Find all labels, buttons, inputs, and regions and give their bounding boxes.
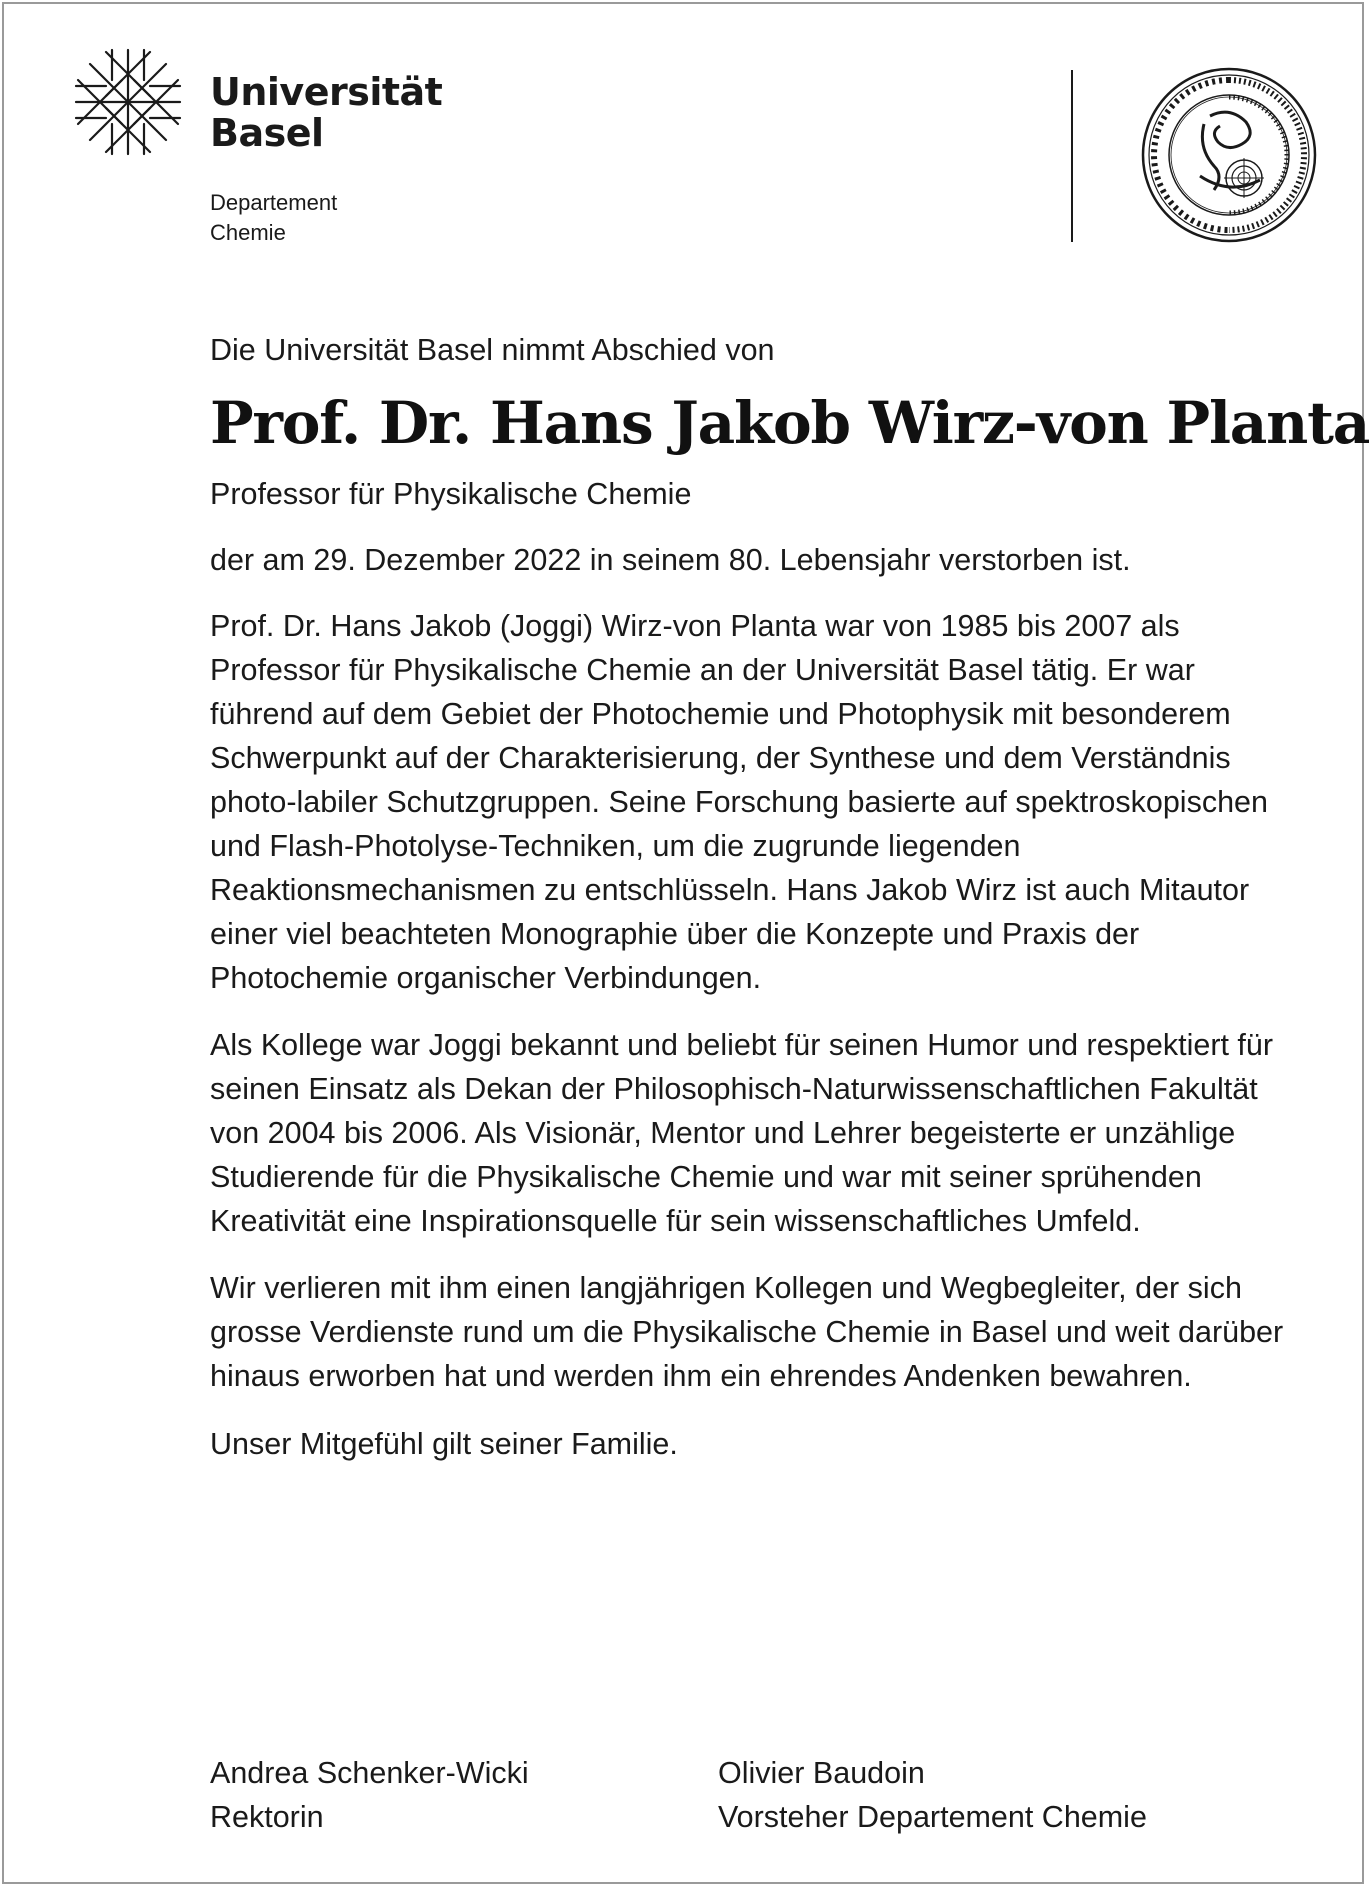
signature-department-head	[718, 1751, 1147, 1839]
deceased-name: Prof. Dr. Hans Jakob Wirz-von Planta	[210, 389, 1370, 457]
wordmark-line-2: Basel	[210, 111, 324, 155]
wordmark-line-1: Universität	[210, 70, 443, 114]
signatory-role: Rektorin	[210, 1800, 324, 1834]
death-statement: der am 29. Dezember 2022 in seinem 80. Lebensjahr verstorben ist.	[210, 543, 1131, 577]
department-line-1: Departement	[210, 190, 338, 215]
signatory-name: Andrea Schenker-Wicki	[210, 1756, 529, 1790]
header-divider	[1071, 70, 1073, 242]
paragraph-colleague: Als Kollege war Joggi bekannt und beliebt für seinen Humor und respektiert für seinen Einsatz als Dekan der Philosophisch-Naturwissenschaftlichen Fakultät von 2004 bis 2006. Als Visionär, Mentor und Lehrer begeisterte er unzählige Studierende für die Physikalische Chemie und war mit seiner sprühenden Kreativität eine Inspirationsquelle für sein wissenschaftliches Umfeld.	[210, 1028, 1274, 1238]
professor-title: Professor für Physikalische Chemie	[210, 477, 692, 511]
department-line-2: Chemie	[210, 220, 286, 245]
department-label	[210, 188, 337, 248]
paragraph-tribute: Wir verlieren mit ihm einen langjährigen Kollegen und Wegbegleiter, der sich grosse Verdienste rund um die Physikalische Chemie in Basel und weit darüber hinaus erworben hat und werden ihm ein ehrendes Andenken bewahren.	[210, 1271, 1284, 1393]
intro-line: Die Universität Basel nimmt Abschied von	[210, 333, 775, 367]
university-seal-icon	[1140, 66, 1318, 244]
paragraph-career: Prof. Dr. Hans Jakob (Joggi) Wirz-von Planta war von 1985 bis 2007 als Professor für Physikalische Chemie an der Universität Basel tätig. Er war führend auf dem Gebiet der Photochemie und Photophysik mit besonderem Schwerpunkt auf der Charakterisierung, der Synthese und dem Verständnis photo-labiler Schutzgruppen. Seine Forschung basierte auf spektroskopischen und Flash-Photolyse-Techniken, um die zugrunde liegenden Reaktionsmechanismen zu entschlüsseln. Hans Jakob Wirz ist auch Mitautor einer viel beachteten Monographie über die Konzepte und Praxis der Photochemie organischer Verbindungen.	[210, 609, 1268, 995]
notice-body	[210, 330, 1370, 1466]
signature-rector	[210, 1751, 529, 1839]
university-basel-logo-icon	[72, 46, 184, 158]
signatory-role: Vorsteher Departement Chemie	[718, 1800, 1147, 1834]
condolence-line: Unser Mitgefühl gilt seiner Familie.	[210, 1427, 678, 1461]
university-wordmark	[210, 72, 442, 154]
signatory-name: Olivier Baudoin	[718, 1756, 925, 1790]
